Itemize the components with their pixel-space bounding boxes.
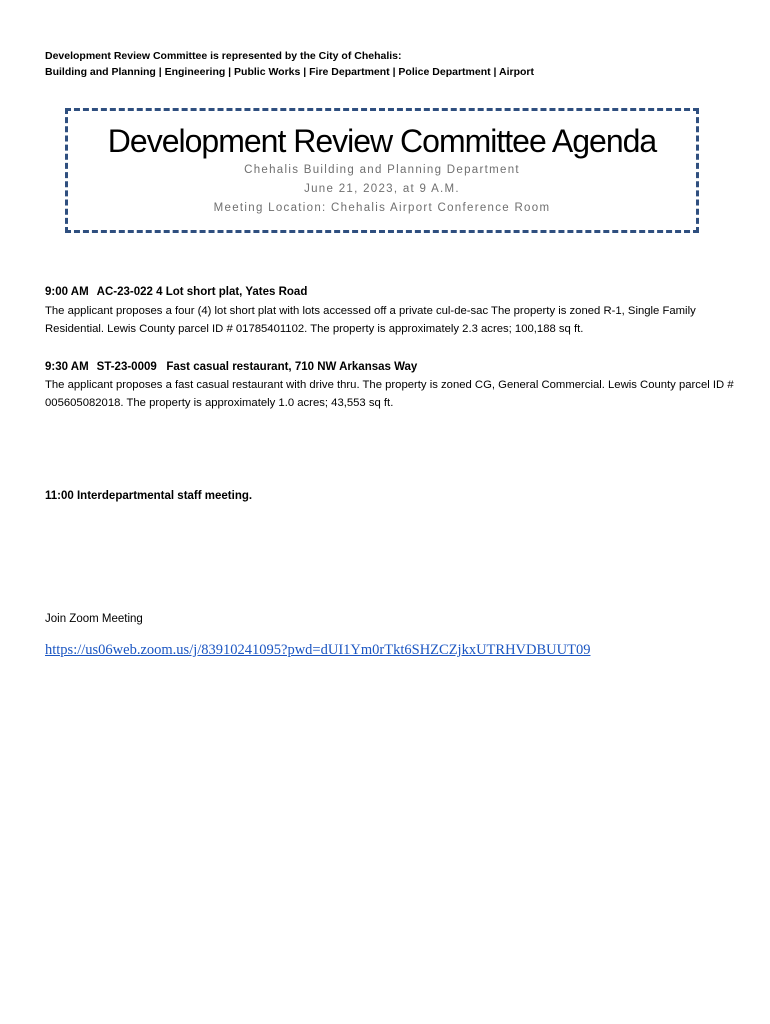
agenda-item-2-heading — [45, 359, 417, 375]
agenda-item-2-description: The applicant proposes a fast casual restaurant with drive thru. The property is zoned CG, General Commercial. Lewis County parcel ID # 005605082018. The property is approximately 1.0 acres; 43,553 sq ft. — [45, 379, 734, 409]
agenda-location: Meeting Location: Chehalis Airport Conference Room — [213, 202, 551, 214]
departments-line: Building and Planning | Engineering | Public Works | Fire Department | Police Department | Airport — [45, 66, 534, 78]
agenda-date-time: June 21, 2023, at 9 A.M. — [304, 183, 460, 195]
agenda-item-2-case: ST-23-0009 Fast casual restaurant, 710 NW Arkansas Way — [96, 361, 418, 373]
agenda-title-box — [65, 108, 699, 233]
zoom-meeting-label: Join Zoom Meeting — [45, 613, 143, 625]
agenda-item-1-time: 9:00 AM — [45, 286, 89, 298]
agenda-item-1-case: AC-23-022 4 Lot short plat, Yates Road — [96, 286, 308, 298]
agenda-item-1-heading — [45, 284, 307, 300]
staff-meeting-heading: 11:00 Interdepartmental staff meeting. — [45, 490, 253, 502]
agenda-item-2-time: 9:30 AM — [45, 361, 89, 373]
agenda-title: Development Review Committee Agenda — [107, 123, 657, 159]
committee-representation-line: Development Review Committee is represented by the City of Chehalis: — [45, 50, 402, 62]
zoom-meeting-link[interactable]: https://us06web.zoom.us/j/83910241095?pwd=dUI1Ym0rTkt6SHZCZjkxUTRHVDBUUT09 — [45, 642, 591, 658]
agenda-item-1-description: The applicant proposes a four (4) lot short plat with lots accessed off a private cul-de-sac The property is zoned R-1, Single Family Residential. Lewis County parcel ID # 01785401102. The property is approximately 2.3 acres; 100,188 sq ft. — [45, 305, 696, 335]
agenda-department: Chehalis Building and Planning Department — [244, 164, 520, 176]
